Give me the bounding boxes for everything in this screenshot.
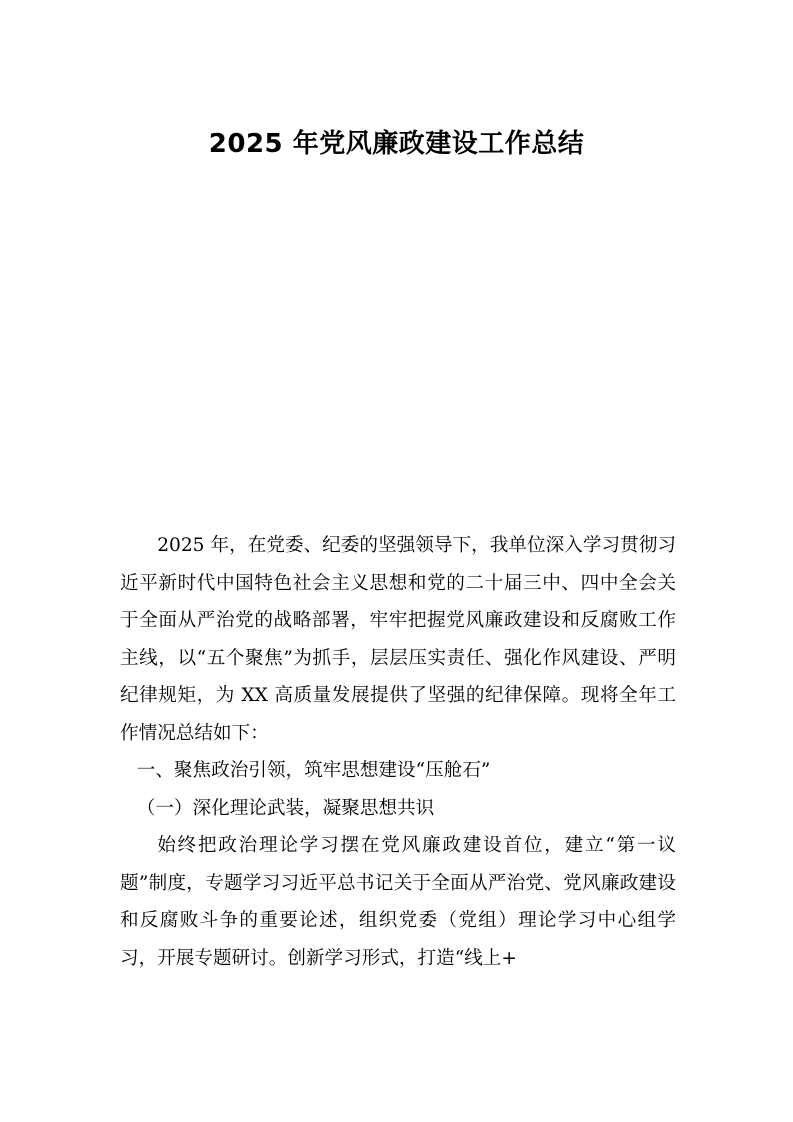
subsection-heading: （一）深化理论武装，凝聚思想共识 [136, 797, 435, 819]
document-title: 2025 年党风廉政建设工作总结 [208, 129, 585, 159]
intro-paragraph: 2025 年，在党委、纪委的坚强领导下，我单位深入学习贯彻习近平新时代中国特色社会主义思想和党的二十届三中、四中全会关于全面从严治党的战略部署，牢牢把握党风廉政建设和反腐败工作主线，以“五个聚焦”为抓手，层层压实责任、强化作风建设、严明纪律规矩，为 XX 高质量发展提供了坚强的纪律保障。现将全年工作情况总结如下： [120, 535, 676, 744]
subsection-paragraph: 始终把政治理论学习摆在党风廉政建设首位，建立“第一议题”制度，专题学习习近平总书记关于全面从严治党、党风廉政建设和反腐败斗争的重要论述，组织党委（党组）理论学习中心组学习，开展专题研讨。创新学习形式，打造“线上+ [120, 835, 676, 969]
section-heading: 一、聚焦政治引领，筑牢思想建设“压舱石” [136, 760, 491, 781]
document-body [120, 527, 676, 977]
